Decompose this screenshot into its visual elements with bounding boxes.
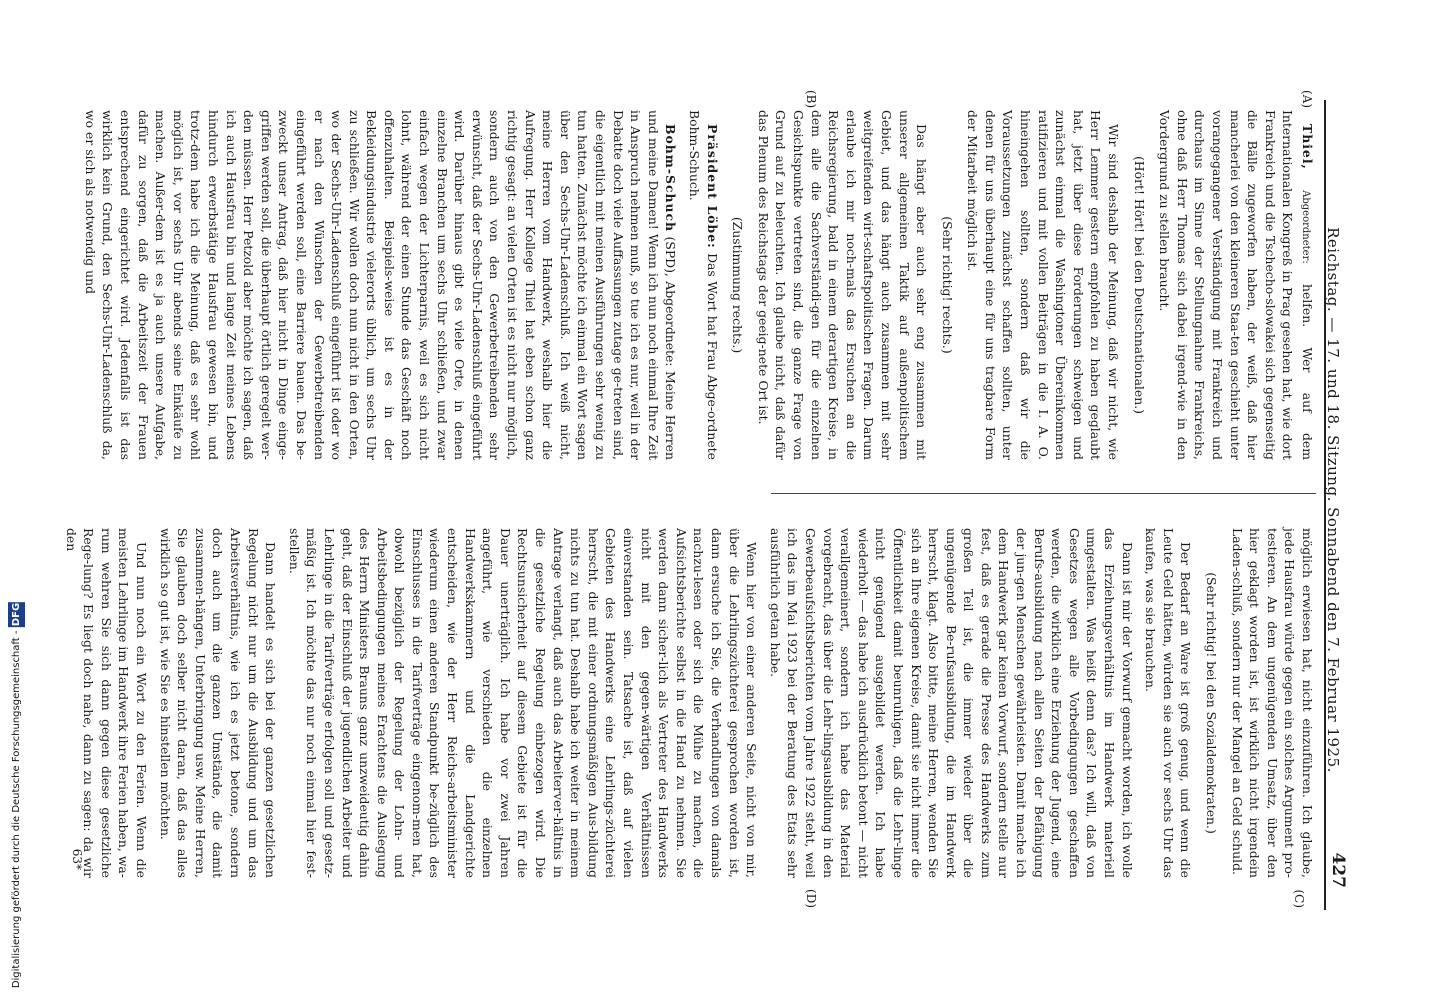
- interjection: (Zustimmung rechts.): [730, 216, 746, 354]
- paragraph: [1156, 110, 1316, 460]
- paragraph-text: Das Wort hat Frau Abge-ordnete Bohm-Schuch.: [687, 110, 720, 460]
- paragraph: Der Bedarf an Ware ist groß genug, und wenn die Leute Geld hätten, würden sie auch vor sechs Uhr das kaufen, was sie brauchen.: [1143, 528, 1194, 878]
- paragraph: [685, 110, 720, 460]
- running-head: Reichstag. — 17. und 18. Sitzung. Sonnabend den 7. Februar 1925.: [1324, 227, 1342, 773]
- paragraph: [81, 110, 679, 460]
- paragraph: Dann handelt es sich bei der ganzen gesetzlichen Regelung nicht nur um die Ausbildung und um das Arbeitsverhältnis, wie ich es jetzt betone, sondern doch auch um die ganzen Umstände, die damit zusammen-hängen, Unterbringung usw. Meine Herren, Sie glauben doch selber nicht daran, daß das alles wirklich so gut ist, wie Sie es hinstellen möchten.: [157, 528, 279, 878]
- page-number: 427: [1328, 852, 1348, 888]
- speaker-role: Abgeordneter:: [1300, 190, 1311, 264]
- paragraph-text: helfen. Wer auf dem Internationalen Kongreß in Prag gesehen hat, wie dort Frankreich und die Tschecho-slowakei sich gegenseitig die Bälle zugeworfen haben, der weiß, daß hier mancherlei von den kleineren Staa-ten geschieht unter vorangegangener Verständigung mit Frankreich und durchaus im Sinne der Stellungnahme Frankreichs, ohne daß Herr Thomas sich dabei irgend-wie in den Vordergrund zu stellen braucht.: [1157, 110, 1315, 460]
- column-divider: [771, 493, 1316, 494]
- margin-marker-b: (B): [804, 90, 818, 109]
- margin-marker-d: (D): [804, 889, 818, 908]
- digitization-credit: [8, 602, 25, 988]
- paragraph-text: (SPD), Abgeordnete: Meine Herren und meine Damen! Wenn ich nun noch einmal Ihre Zeit in Anspruch nehmen muß, so tue ich es nur, weil in der Debatte doch viele Auffassungen zutage ge-treten sind, die eigentlich mit meinen Ausführungen sehr wenig zu tun hatten. Zunächst möchte ich einmal ein Wort sagen über den Sechs-Uhr-Ladenschluß. Ich weiß nicht, meine Herren vom Handwerk, weshalb hier die Aufregung. Herr Kollege Thiel hat eben schon ganz richtig gesagt: an vielen Orten ist es nicht nur möglich, sondern auch von den Gewerbetreibenden sehr erwünscht, daß der Sechs-Uhr-Ladenschluß eingeführt wird. Darüber hinaus gibt es viele Orte, in denen einzelne Branchen um sechs Uhr schließen, und zwar einfach wegen der Lichterparnis, weil es sich nicht lohnt, während der einen Stunde das Geschäft noch offenzuhalten. Beispiels-weise ist es in der Bekleidungsindustrie vielerorts üblich, um sechs Uhr zu schließen. Wir wollen doch nun nicht in den Orten, wo der Sechs-Uhr-Ladenschluß eingeführt ist oder wo er nach den Wünschen der Gewerbetreibenden eingeführt werden soll, eine Barriere bauen. Das be-zweckt unser Antrag, daß hier nicht in Dinge einge-griffen werden soll, die überhaupt örtlich geregelt wer-den müssen. Herr Petzold aber möchte ich sagen, daß ich auch Hausfrau bin und lange Zeit meines Lebens hindurch erwerbstätige Hausfrau gewesen bin, und trotz-dem habe ich die Meinung, daß es sehr wohl möglich ist, vor sechs Uhr abends seine Einkäufe zu machen. Außer-dem ist es ja auch unsere Aufgabe, dafür zu sorgen, daß die Arbeitszeit der Frauen entsprechend eingerichtet wird. Jedenfalls ist das wirklich kein Grund, den Sechs-Uhr-Ladenschluß da, wo er sich als notwendig und: [82, 110, 679, 460]
- paragraph: Dann ist mir der Vorwurf gemacht worden, ich wolle das Erziehungsverhältnis im Handwerk materiell umgestalten. Was heißt denn das? Ich will, daß von Gesetzes wegen alle Vorbedingungen geschaffen werden, die wirklich eine Erziehung der Jugend, eine Berufs-ausbildung nach allen Seiten der Befähigung der jun-gen Menschen gewährleisten. Damit mache ich dem Handwerk gar keinen Vorwurf, sondern stelle nur fest, daß es gerade die Presse des Handwerks zum großen Teil ist, die immer wieder über die ungenügende Be-rufsausbildung, die im Handwerk herrscht, klagt. Also bitte, meine Herren, wenden Sie sich an Ihre eigenen Kreise, damit sie nicht immer die Öffentlichkeit damit beunruhigen, daß die Lehr-linge nicht genügend ausgebildet werden. Ich habe wiederholt — das habe ich ausdrücklich betont — nicht verallgemeinert, sondern ich habe das Material vorgebracht, das über die Lehr-lingsausbildung in den Gewerbeaufsichtsberichten vom Jahre 1922 steht, weil ich das im Mai 1923 bei der Beratung des Etats sehr ausführlich getan habe.: [767, 528, 1135, 878]
- speaker-name: Thiel,: [1300, 124, 1315, 170]
- dfg-logo: DFG: [8, 602, 25, 627]
- margin-marker-a: (A): [1300, 90, 1314, 109]
- interjection: (Sehr richtig! rechts.): [939, 216, 955, 354]
- interjection: (Hört! Hört! bei den Deutschnationalen.): [1131, 155, 1147, 415]
- margin-marker-c: (C): [1292, 889, 1306, 908]
- paragraph: Wenn hier von einer anderen Seite, nicht von mir, über die Lehrlingszüchterei gesprochen worden ist, dann ersuche ich Sie, die Verhandlungen von damals nachzu-lesen oder sich die Mühe zu machen, die Aufsichtsberichte selbst in die Hand zu nehmen. Sie werden dann sicher-lich als Vertreter des Handwerks nicht mit den gegen-wärtigen Verhältnissen einverstanden sein. Tatsache ist, daß auf vielen Gebieten des Handwerks eine Lehrlings-züchterei herrscht, die mit einer ordnungsmäßigen Aus-bildung nichts zu tun hat. Deshalb habe ich weiter in meinem Antrage verlangt, daß auch das Arbeiterver-hältnis in die gesetzliche Regelung einbezogen wird. Die Rechtsunsicherheit auf diesem Gebiete ist für die Dauer unerträglich. Ich habe vor zwei Jahren angeführt, wie verschieden die einzelnen Handwerkskammern und die Landgerichte entscheiden, wie der Herr Reichs-arbeitsminister wiederum einen anderen Standpunkt be-züglich des Einschlusses in die Tarifverträge eingenom-men hat, obwohl bezüglich der Regelung der Lohn- und Arbeitsbedingungen meines Erachtens die Auslegung des Herrn Ministers Brauns ganz unzweideutig dahin geht, daß der Einschluß der jugendlichen Arbeiter und Lehrlinge in die Tarifverträge erfolgen soll und gesetz-mäßig ist. Ich möchte das nur noch einmal hier fest-stellen.: [286, 528, 760, 878]
- interjection: (Sehr richtig! bei den Sozialdemokraten.): [1204, 572, 1220, 834]
- header-rule: [1324, 100, 1326, 910]
- signature-mark: 63*: [70, 848, 84, 870]
- speaker-name: Bohm-Schuch: [663, 124, 679, 233]
- paragraph: möglich erwiesen hat, nicht einzuführen. Ich glaube, jede Hausfrau würde gegen ein solches Argument pro-testieren. An dem ungenügenden Umsatz, über den hier geklagt worden ist, ist wirklich nicht irgendein Laden-schluß, sondern nur der Mangel an Geld schuld.: [1229, 528, 1315, 878]
- right-column: [56, 528, 1316, 878]
- credit-text: Digitalisierung gefördert durch die Deutsche Forschungsgemeinschaft -: [11, 630, 22, 988]
- paragraph: Und nun noch ein Wort zu den Ferien. Wenn die meisten Lehrlinge im Handwerk ihre Ferien haben, wa-rum wehren Sie sich dann gegen diese gesetzliche Rege-lung? Es liegt doch nahe, dann zu sagen: da wir den: [63, 528, 149, 878]
- paragraph: Wir sind deshalb der Meinung, daß wir nicht, wie Herr Lemmer gestern empfohlen zu haben geglaubt hat, jetzt über diese Forderungen schweigen und zunächst einmal die Washingtoner Übereinkommen ratifizieren und mit vollen Beiträgen in die I. A. O. hineingehen sollten, sondern daß wir die Voraussetzungen zunächst schaffen sollten, unter denen für uns überhaupt eine für uns tragbare Form der Mitarbeit möglich ist.: [965, 110, 1122, 460]
- paragraph: Das hängt aber auch sehr eng zusammen mit unserer allgemeinen Taktik auf außenpolitischem Gebiet, und das hängt auch zusammen mit sehr weitgreifenden wirt-schaftspolitischen Fragen. Darum erlaube ich mir noch-mals das Ersuchen an die Reichsregierung, bald in einem derartigen Kreise, in dem alle die Sachverständi-gen für die einzelnen Gesichtspunkte vertreten sind, die ganze Frage von Grund auf zu beleuchten. Ich glaube nicht, daß dafür das Plenum des Reichstags der geeig-nete Ort ist.: [755, 110, 930, 460]
- speaker-name: Präsident Löbe:: [704, 124, 720, 249]
- left-column: [75, 110, 1316, 460]
